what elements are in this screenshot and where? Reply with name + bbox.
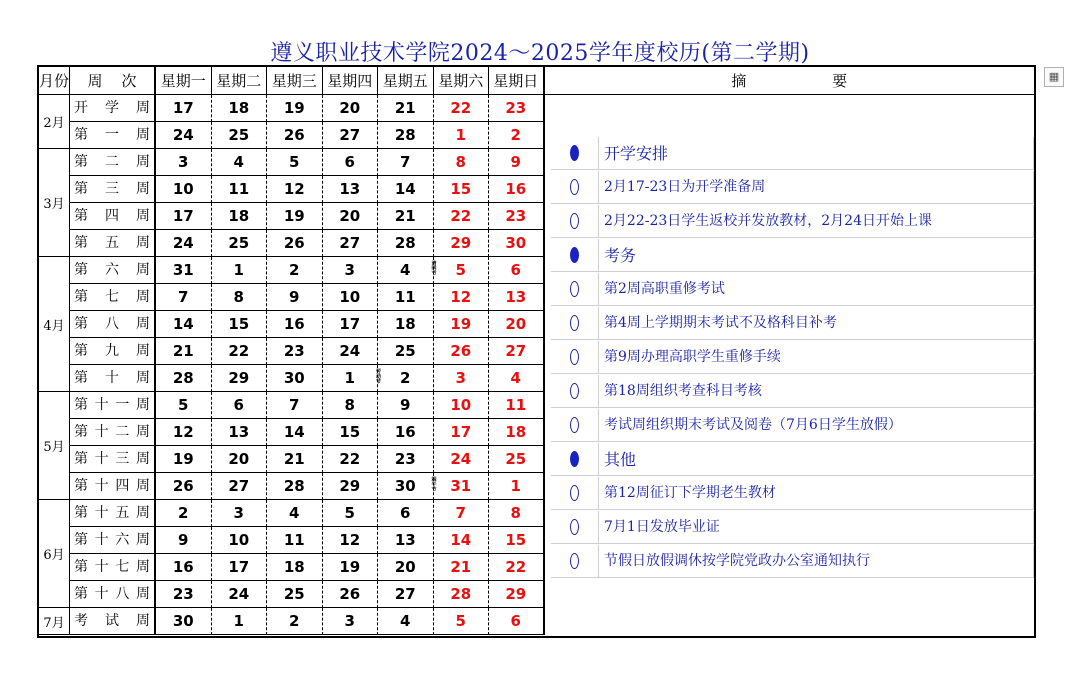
- day-cell: 18: [267, 554, 323, 581]
- summary-row: [551, 205, 1034, 238]
- day-cell: 24: [156, 122, 212, 149]
- day-cell: 4: [212, 149, 268, 176]
- day-cell: 28: [434, 581, 490, 608]
- day-cell: 5: [323, 500, 379, 527]
- week-label: 第 十 五 周: [70, 500, 156, 527]
- hollow-dot-icon: [570, 417, 579, 433]
- hollow-bullet-icon: [551, 205, 599, 238]
- day-cell: 20: [212, 446, 268, 473]
- day-cell: 30: [267, 365, 323, 392]
- day-cell: 1 劳动节: [323, 365, 379, 392]
- day-cell: 18: [489, 419, 545, 446]
- summary-text: 考务: [599, 239, 1034, 272]
- week-label: 考 试 周: [70, 608, 156, 635]
- summary-row: [551, 511, 1034, 544]
- day-cell: 24: [212, 581, 268, 608]
- week-label: 第 五 周: [70, 230, 156, 257]
- month-cell: 6月: [39, 500, 70, 608]
- day-cell: 25: [489, 446, 545, 473]
- day-cell: 28: [378, 122, 434, 149]
- day-cell: 1: [212, 257, 268, 284]
- day-cell: 28: [267, 473, 323, 500]
- header-day: 星期日: [489, 67, 545, 95]
- day-cell: 31: [156, 257, 212, 284]
- day-cell: 22: [323, 446, 379, 473]
- hollow-dot-icon: [570, 213, 579, 229]
- day-cell: 13: [378, 527, 434, 554]
- day-cell: 6: [212, 392, 268, 419]
- week-label: 第 十 四 周: [70, 473, 156, 500]
- summary-text: 2月22-23日学生返校并发放教材，2月24日开始上课: [599, 205, 1034, 238]
- summary-row: [551, 409, 1034, 442]
- day-cell: 29: [489, 581, 545, 608]
- day-cell: 22: [434, 95, 490, 122]
- day-cell: 6: [378, 500, 434, 527]
- filled-dot-icon: [570, 247, 579, 263]
- summary-text: 第4周上学期期末考试不及格科目补考: [599, 307, 1034, 340]
- week-label: 第 九 周: [70, 338, 156, 365]
- hollow-dot-icon: [570, 281, 579, 297]
- day-cell: 23: [378, 446, 434, 473]
- day-cell: 3: [323, 257, 379, 284]
- summary-text: 第12周征订下学期老生教材: [599, 477, 1034, 510]
- day-cell: 4: [489, 365, 545, 392]
- day-cell: 14: [434, 527, 490, 554]
- day-cell: 8: [434, 149, 490, 176]
- day-cell: 12: [267, 176, 323, 203]
- day-cell: 7: [434, 500, 490, 527]
- hollow-bullet-icon: [551, 375, 599, 408]
- week-label: 第 十 六 周: [70, 527, 156, 554]
- day-cell: 27: [378, 581, 434, 608]
- day-cell: 28: [378, 230, 434, 257]
- day-cell: 5: [434, 608, 490, 635]
- day-cell: 31: [434, 473, 490, 500]
- day-cell: 30 端午节: [378, 473, 434, 500]
- header-day: 星期五: [378, 67, 434, 95]
- day-cell: 26: [267, 230, 323, 257]
- day-cell: 2: [267, 608, 323, 635]
- month-cell: 7月: [39, 608, 70, 635]
- week-label: 第 十 一 周: [70, 392, 156, 419]
- summary-row: [551, 307, 1034, 340]
- day-cell: 6: [323, 149, 379, 176]
- day-cell: 13: [323, 176, 379, 203]
- day-cell: 15: [489, 527, 545, 554]
- day-cell: 27: [323, 230, 379, 257]
- document-icon[interactable]: ▦: [1044, 67, 1064, 87]
- day-cell: 9: [156, 527, 212, 554]
- summary-row: [551, 273, 1034, 306]
- day-cell: 3: [323, 608, 379, 635]
- day-cell: 29: [434, 230, 490, 257]
- hollow-dot-icon: [570, 553, 579, 569]
- day-cell: 25: [267, 581, 323, 608]
- day-cell: 21: [378, 95, 434, 122]
- day-cell: 19: [434, 311, 490, 338]
- day-cell: 22: [212, 338, 268, 365]
- week-label: 第 八 周: [70, 311, 156, 338]
- day-cell: 6: [489, 257, 545, 284]
- day-cell: 15: [434, 176, 490, 203]
- day-cell: 20: [378, 554, 434, 581]
- summary-text: 考试周组织期末考试及阅卷（7月6日学生放假）: [599, 409, 1034, 442]
- day-cell: 24: [156, 230, 212, 257]
- header-day: 星期一: [156, 67, 212, 95]
- day-cell: 15: [323, 419, 379, 446]
- hollow-bullet-icon: [551, 545, 599, 578]
- day-cell: 24: [434, 446, 490, 473]
- summary-row: [551, 443, 1034, 476]
- day-cell: 11: [212, 176, 268, 203]
- hollow-dot-icon: [570, 315, 579, 331]
- holiday-mark: 清明节: [431, 261, 437, 277]
- week-label: 开 学 周: [70, 95, 156, 122]
- header-summary: 摘 要: [545, 67, 1035, 95]
- day-cell: 23: [267, 338, 323, 365]
- month-cell: 3月: [39, 149, 70, 257]
- day-cell: 22: [434, 203, 490, 230]
- day-cell: 4: [267, 500, 323, 527]
- day-cell: 10: [323, 284, 379, 311]
- day-cell: 25: [212, 230, 268, 257]
- day-cell: 27: [212, 473, 268, 500]
- day-cell: 7: [156, 284, 212, 311]
- header-day: 星期四: [323, 67, 379, 95]
- day-cell: 30: [156, 608, 212, 635]
- day-cell: 8: [323, 392, 379, 419]
- week-label: 第 四 周: [70, 203, 156, 230]
- day-cell: 14: [267, 419, 323, 446]
- day-cell: 1: [212, 608, 268, 635]
- day-cell: 10: [434, 392, 490, 419]
- day-cell: 16: [267, 311, 323, 338]
- filled-bullet-icon: [551, 443, 599, 476]
- day-cell: 17: [156, 95, 212, 122]
- summary-row: [551, 341, 1034, 374]
- holiday-mark: 劳动节: [376, 369, 382, 385]
- day-cell: 3: [434, 365, 490, 392]
- day-cell: 21: [267, 446, 323, 473]
- week-label: 第 三 周: [70, 176, 156, 203]
- summary-row: [551, 375, 1034, 408]
- day-cell: 16: [378, 419, 434, 446]
- day-cell: 6: [489, 608, 545, 635]
- day-cell: 7: [378, 149, 434, 176]
- day-cell: 8: [212, 284, 268, 311]
- day-cell: 27: [323, 122, 379, 149]
- summary-panel: [545, 95, 1034, 636]
- hollow-bullet-icon: [551, 409, 599, 442]
- day-cell: 21: [378, 203, 434, 230]
- day-cell: 13: [212, 419, 268, 446]
- hollow-dot-icon: [570, 519, 579, 535]
- summary-text: 第2周高职重修考试: [599, 273, 1034, 306]
- day-cell: 9: [267, 284, 323, 311]
- day-cell: 5: [267, 149, 323, 176]
- day-cell: 22: [489, 554, 545, 581]
- day-cell: 10: [212, 527, 268, 554]
- day-cell: 23: [489, 95, 545, 122]
- header-day: 星期六: [434, 67, 490, 95]
- day-cell: 28: [156, 365, 212, 392]
- day-cell: 2: [156, 500, 212, 527]
- day-cell: 19: [323, 554, 379, 581]
- summary-text: 节假日放假调休按学院党政办公室通知执行: [599, 545, 1034, 578]
- day-cell: 23: [489, 203, 545, 230]
- day-cell: 14: [378, 176, 434, 203]
- header-day: 星期三: [267, 67, 323, 95]
- week-label: 第 六 周: [70, 257, 156, 284]
- hollow-bullet-icon: [551, 171, 599, 204]
- month-cell: 4月: [39, 257, 70, 392]
- month-cell: 2月: [39, 95, 70, 149]
- day-cell: 23: [156, 581, 212, 608]
- hollow-dot-icon: [570, 179, 579, 195]
- summary-text: 7月1日发放毕业证: [599, 511, 1034, 544]
- day-cell: 10: [156, 176, 212, 203]
- summary-text: 第18周组织考查科目考核: [599, 375, 1034, 408]
- day-cell: 5: [434, 257, 490, 284]
- page-title: 遵义职业技术学院2024～2025学年度校历(第二学期): [270, 41, 810, 66]
- summary-row: [551, 545, 1034, 578]
- day-cell: 11: [267, 527, 323, 554]
- week-label: 第 二 周: [70, 149, 156, 176]
- day-cell: 20: [323, 203, 379, 230]
- day-cell: 26: [156, 473, 212, 500]
- day-cell: 1: [489, 473, 545, 500]
- week-label: 第 十 周: [70, 365, 156, 392]
- header-day: 星期二: [212, 67, 268, 95]
- day-cell: 12: [156, 419, 212, 446]
- day-cell: 4 清明节: [378, 257, 434, 284]
- day-cell: 13: [489, 284, 545, 311]
- summary-text: 其他: [599, 443, 1034, 476]
- day-cell: 26: [267, 122, 323, 149]
- hollow-dot-icon: [570, 485, 579, 501]
- day-cell: 26: [434, 338, 490, 365]
- day-cell: 30: [489, 230, 545, 257]
- day-cell: 19: [267, 203, 323, 230]
- day-cell: 11: [489, 392, 545, 419]
- summary-text: 第9周办理高职学生重修手续: [599, 341, 1034, 374]
- day-cell: 12: [434, 284, 490, 311]
- filled-dot-icon: [570, 145, 579, 161]
- hollow-dot-icon: [570, 349, 579, 365]
- month-cell: 5月: [39, 392, 70, 500]
- summary-row: [551, 477, 1034, 510]
- week-label: 第 七 周: [70, 284, 156, 311]
- day-cell: 27: [489, 338, 545, 365]
- day-cell: 17: [212, 554, 268, 581]
- day-cell: 16: [489, 176, 545, 203]
- day-cell: 2: [267, 257, 323, 284]
- day-cell: 9: [378, 392, 434, 419]
- hollow-bullet-icon: [551, 341, 599, 374]
- day-cell: 20: [489, 311, 545, 338]
- hollow-dot-icon: [570, 383, 579, 399]
- day-cell: 2: [489, 122, 545, 149]
- week-label: 第 一 周: [70, 122, 156, 149]
- day-cell: 29: [212, 365, 268, 392]
- day-cell: 15: [212, 311, 268, 338]
- day-cell: 25: [212, 122, 268, 149]
- day-cell: 20: [323, 95, 379, 122]
- day-cell: 21: [434, 554, 490, 581]
- week-label: 第 十 八 周: [70, 581, 156, 608]
- day-cell: 1: [434, 122, 490, 149]
- hollow-bullet-icon: [551, 511, 599, 544]
- day-cell: 3: [212, 500, 268, 527]
- header-month: 月份: [39, 67, 70, 95]
- day-cell: 19: [156, 446, 212, 473]
- hollow-bullet-icon: [551, 477, 599, 510]
- day-cell: 7: [267, 392, 323, 419]
- summary-row: [551, 137, 1034, 170]
- hollow-bullet-icon: [551, 273, 599, 306]
- day-cell: 2: [378, 365, 434, 392]
- day-cell: 18: [212, 203, 268, 230]
- summary-text: 2月17-23日为开学准备周: [599, 171, 1034, 204]
- day-cell: 12: [323, 527, 379, 554]
- week-label: 第 十 二 周: [70, 419, 156, 446]
- calendar-table: [37, 65, 1036, 638]
- day-cell: 17: [323, 311, 379, 338]
- holiday-mark: 端午节: [431, 477, 437, 493]
- day-cell: 8: [489, 500, 545, 527]
- day-cell: 14: [156, 311, 212, 338]
- summary-row: [551, 239, 1034, 272]
- day-cell: 25: [378, 338, 434, 365]
- summary-text: 开学安排: [599, 137, 1034, 170]
- day-cell: 18: [212, 95, 268, 122]
- day-cell: 21: [156, 338, 212, 365]
- day-cell: 5: [156, 392, 212, 419]
- day-cell: 29: [323, 473, 379, 500]
- header-week: 周 次: [70, 67, 156, 95]
- day-cell: 24: [323, 338, 379, 365]
- day-cell: 17: [156, 203, 212, 230]
- day-cell: 9: [489, 149, 545, 176]
- day-cell: 19: [267, 95, 323, 122]
- week-label: 第 十 三 周: [70, 446, 156, 473]
- day-cell: 3: [156, 149, 212, 176]
- day-cell: 17: [434, 419, 490, 446]
- filled-dot-icon: [570, 451, 579, 467]
- hollow-bullet-icon: [551, 307, 599, 340]
- day-cell: 4: [378, 608, 434, 635]
- day-cell: 18: [378, 311, 434, 338]
- day-cell: 26: [323, 581, 379, 608]
- week-label: 第 十 七 周: [70, 554, 156, 581]
- day-cell: 16: [156, 554, 212, 581]
- filled-bullet-icon: [551, 239, 599, 272]
- day-cell: 11: [378, 284, 434, 311]
- filled-bullet-icon: [551, 137, 599, 170]
- summary-row: [551, 171, 1034, 204]
